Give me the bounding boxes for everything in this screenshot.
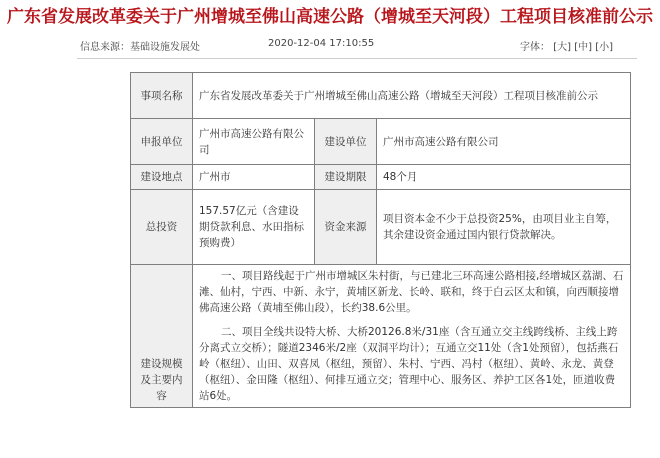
applicant-label: 申报单位 — [131, 119, 193, 165]
table-row — [131, 265, 631, 408]
scale-paragraph-2: 二、项目全线共设特大桥、大桥20126.8米/31座（含互通立交主线跨线桥、主线上跨分离式立交桥）；隧道2346米/2座（双洞平均计）；互通立交11处（含1处预留），包括燕石岭（枢纽）、山田、双喜凤（枢纽，预留）、朱村、宁西、冯村（枢纽）、黄岭、永龙、黄登（枢纽）、金田隆（枢纽）、何排互通立交；管理中心、服务区、养护工区各1处，匝道收费站6处。 — [199, 326, 619, 402]
location-label: 建设地点 — [131, 165, 193, 190]
builder-value: 广州市高速公路有限公司 — [377, 119, 631, 165]
font-size-label: 字体： — [520, 42, 550, 53]
publish-date: 2020-12-04 17:10:55 — [268, 38, 375, 49]
location-value: 广州市 — [193, 165, 315, 190]
article-meta — [0, 38, 660, 54]
font-large-button[interactable]: [大] — [553, 42, 571, 53]
applicant-value: 广州市高速公路有限公司 — [193, 119, 315, 165]
scale-paragraph-1: 一、项目路线起于广州市增城区朱村街，与已建北三环高速公路相接,经增城区荔湖、石滩、仙村，宁西、中新、永宁，黄埔区新龙、长岭、联和，终于白云区太和镇，向西顺接增佛高速公路（黄埔至佛山段），长约38.6公里。 — [199, 270, 624, 314]
font-small-button[interactable]: [小] — [595, 42, 613, 53]
funding-label: 资金来源 — [315, 190, 377, 265]
font-medium-button[interactable]: [中] — [574, 42, 592, 53]
project-info-table — [130, 72, 631, 408]
page-title: 广东省发展改革委关于广州增城至佛山高速公路（增城至天河段）工程项目核准前公示 — [7, 7, 653, 27]
funding-value: 项目资本金不少于总投资25%，由项目业主自筹，其余建设资金通过国内银行贷款解决。 — [377, 190, 631, 265]
table-row — [131, 119, 631, 165]
scale-content — [193, 265, 631, 408]
table-row — [131, 73, 631, 119]
period-label: 建设期限 — [315, 165, 377, 190]
item-name-label: 事项名称 — [131, 73, 193, 119]
scale-label: 建设规模及主要内容 — [131, 265, 193, 408]
investment-label: 总投资 — [131, 190, 193, 265]
investment-value: 157.57亿元（含建设期贷款利息、水田指标预购费） — [193, 190, 315, 265]
builder-label: 建设单位 — [315, 119, 377, 165]
table-row — [131, 165, 631, 190]
info-source: 信息来源：基础设施发展处 — [80, 42, 200, 53]
table-row — [131, 190, 631, 265]
item-name-value: 广东省发展改革委关于广州增城至佛山高速公路（增城至天河段）工程项目核准前公示 — [193, 73, 631, 119]
font-size-switcher — [520, 38, 613, 53]
period-value: 48个月 — [377, 165, 631, 190]
header-divider — [77, 58, 637, 59]
